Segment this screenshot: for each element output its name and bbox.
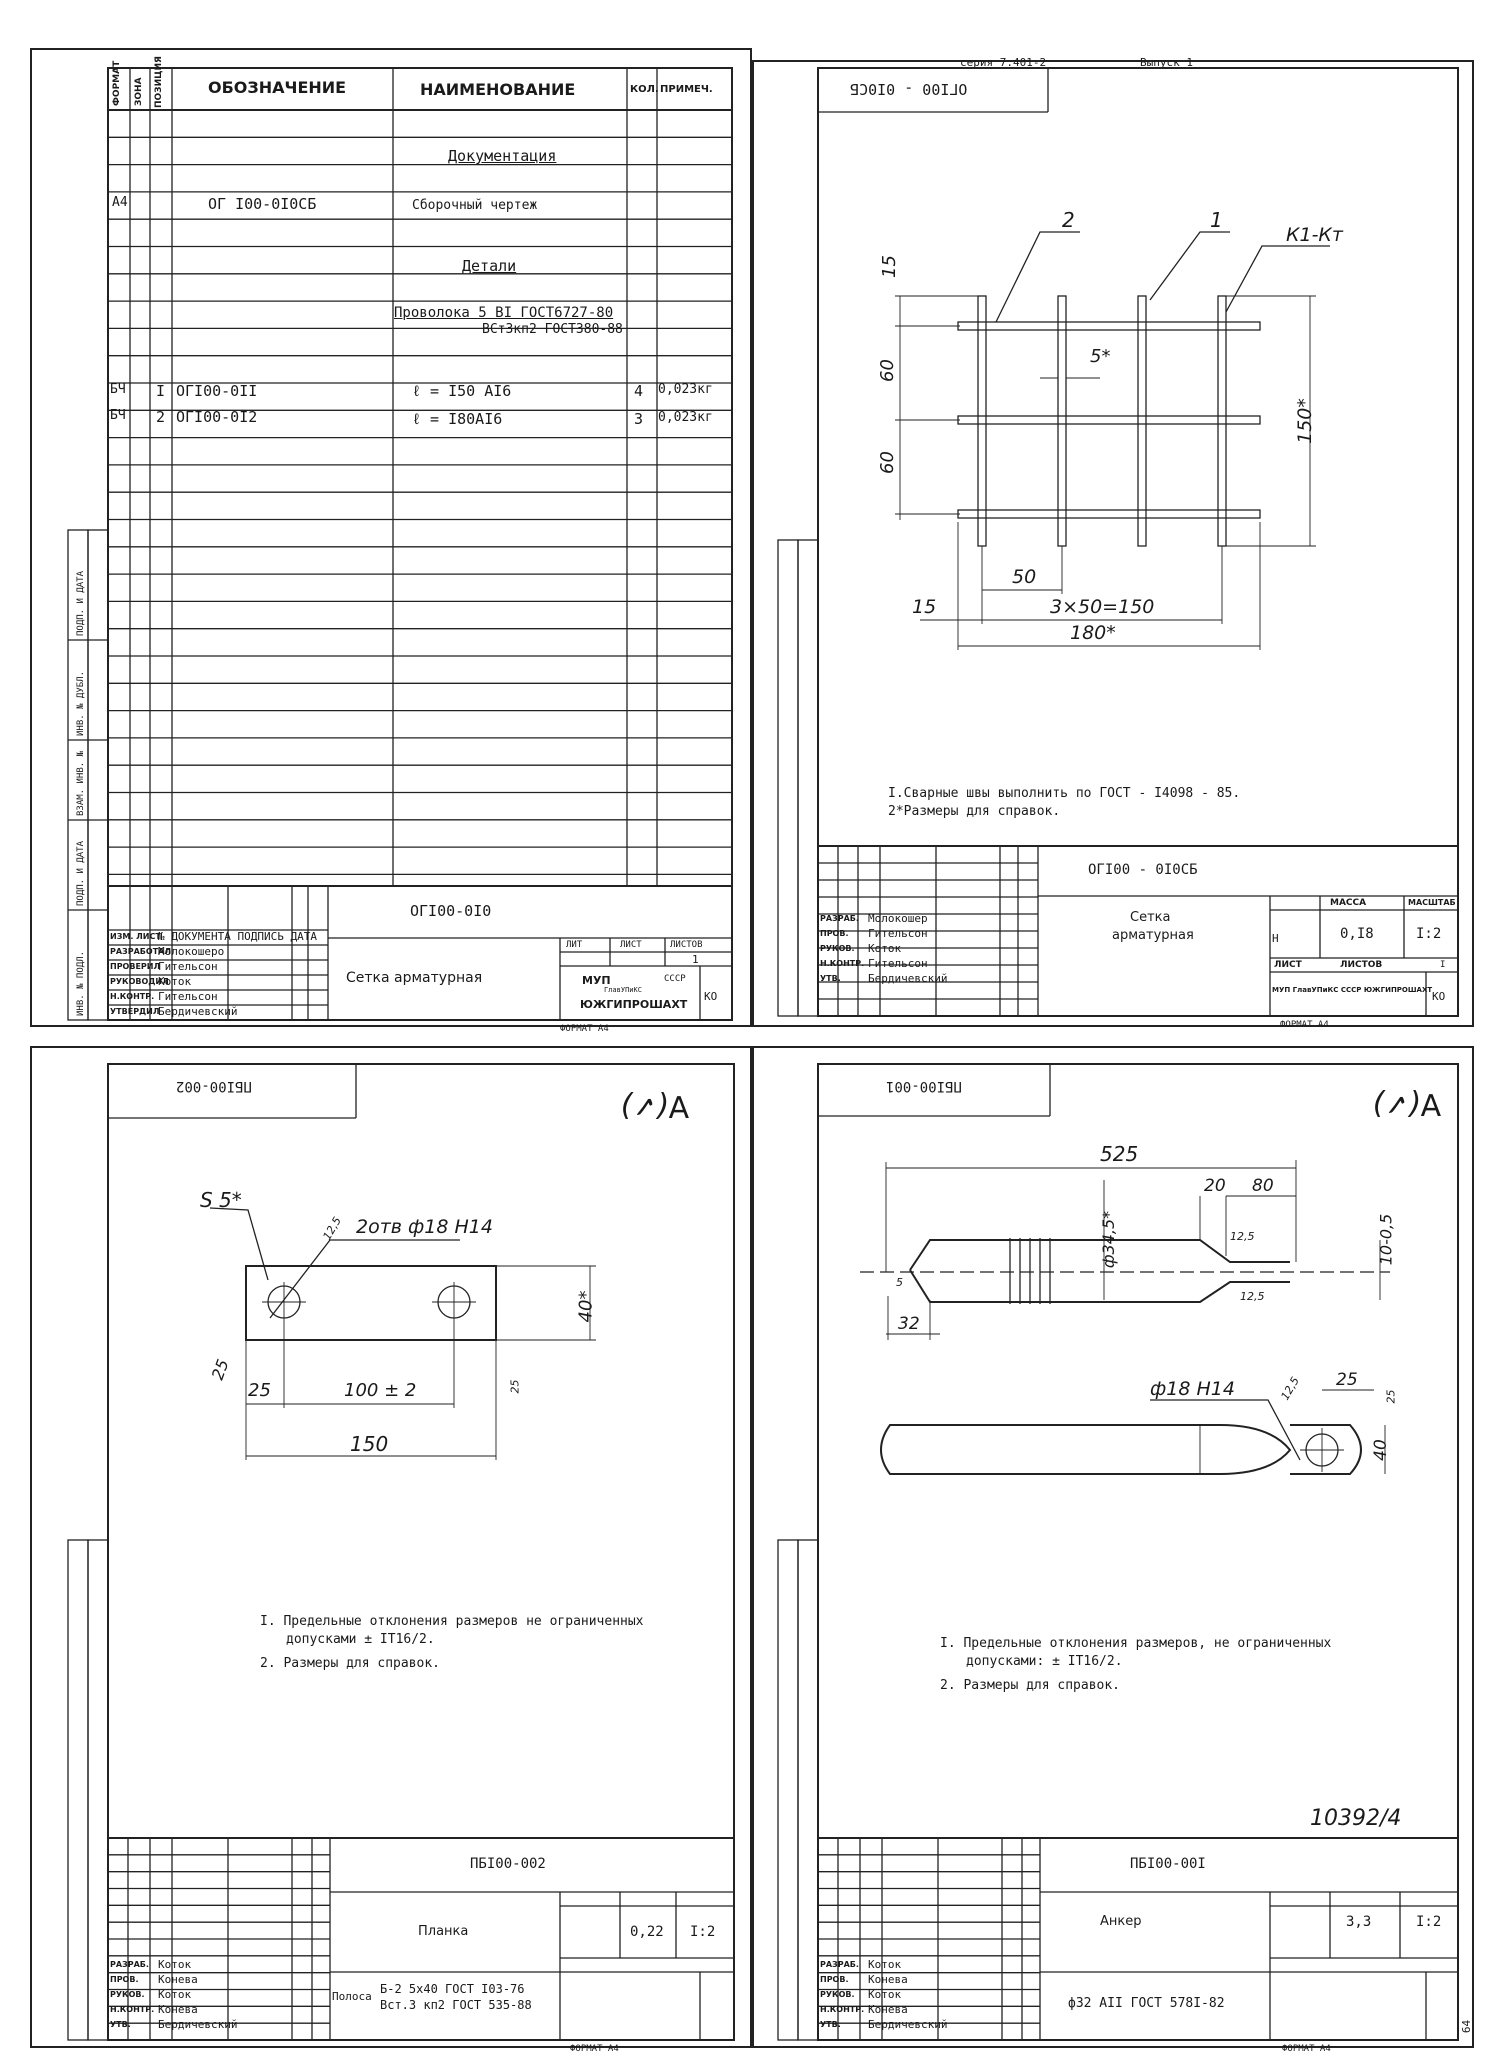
plate-dim-150: 150 xyxy=(350,1432,389,1456)
plate-person-3: Конева xyxy=(158,2003,198,2016)
row2-qty: 3 xyxy=(634,410,644,428)
anchor-note-3: 2. Размеры для справок. xyxy=(940,1678,1121,1693)
anchor-dim-32: 32 xyxy=(898,1314,920,1334)
plate-roughness: ∀(✓) xyxy=(620,1088,690,1123)
anchor-handwritten-number: 10392/4 xyxy=(1310,1806,1402,1831)
anchor-dim-25: 25 xyxy=(1336,1370,1358,1390)
plate-role-2: РУКОВ. xyxy=(110,1990,145,1999)
mesh-tb-scale-label: МАСШТАБ xyxy=(1408,898,1456,907)
anchor-dim-20: 20 xyxy=(1204,1176,1226,1196)
spec-role-2: ПРОВЕРИЛ xyxy=(110,962,161,971)
mesh-dim-50: 50 xyxy=(1012,566,1037,588)
anchor-person-1: Конева xyxy=(868,1973,908,1986)
issue-label: Выпуск 1 xyxy=(1140,56,1193,69)
anchor-note-1: I. Предельные отклонения размеров, не ограниченных xyxy=(940,1636,1332,1651)
spec-tb-name: Сетка арматурная xyxy=(346,970,483,986)
mesh-person-1: Гительсон xyxy=(868,927,928,940)
mesh-role-2: РУКОВ. xyxy=(820,944,855,953)
mesh-dim-60a: 60 xyxy=(876,359,898,382)
row1-designation: ОГI00-0II xyxy=(176,382,258,400)
plate-dim-r25: 25 xyxy=(508,1379,522,1394)
spec-role-1: РАЗРАБОТАЛ xyxy=(110,947,171,956)
anchor-person-0: Коток xyxy=(868,1958,902,1971)
mesh-role-0: РАЗРАБ. xyxy=(820,914,859,923)
mesh-pos-1: 1 xyxy=(1210,208,1223,232)
spec-tb-org3: СССР xyxy=(664,974,686,984)
mesh-dim-3x50: 3×50=150 xyxy=(1050,596,1155,618)
mesh-tb-mass-label: МАССА xyxy=(1330,898,1367,908)
mesh-pos-2: 2 xyxy=(1062,208,1075,232)
mesh-dim-5: 5* xyxy=(1090,346,1111,367)
mesh-tb-format: ФОРМАТ А4 xyxy=(1280,1020,1329,1030)
mesh-role-3: Н.КОНТР. xyxy=(820,959,865,968)
spec-person-1: Молокошеро xyxy=(158,945,225,958)
material-line-2: ВСт3кп2 ГОСТ380-88 xyxy=(482,322,623,337)
plate-role-0: РАЗРАБ. xyxy=(110,1960,149,1969)
anchor-person-4: Бердичевский xyxy=(868,2018,948,2031)
mesh-dim-15a: 15 xyxy=(878,255,900,278)
mesh-dim-15b: 15 xyxy=(912,596,937,618)
side-label-2: ИНВ. № ДУБЛ. xyxy=(76,670,86,736)
mesh-tb-org-ko: КО xyxy=(1432,990,1446,1003)
plate-dim-100: 100 ± 2 xyxy=(344,1380,417,1401)
col-zone: ЗОНА xyxy=(134,77,144,106)
plate-dim-holes: 2отв ф18 Н14 xyxy=(356,1216,493,1238)
anchor-tb-material: ф32 AII ГОСТ 578I-82 xyxy=(1068,1996,1225,2011)
spec-tb-org1: МУП xyxy=(582,974,611,987)
row1-note: 0,023кг xyxy=(658,382,713,397)
plate-tb-name: Планка xyxy=(418,1924,469,1939)
spec-tb-lit: ЛИТ xyxy=(566,940,583,950)
anchor-tb-designation: ПБI00-00I xyxy=(1130,1856,1206,1872)
row2-format: БЧ xyxy=(110,408,126,423)
anchor-dim-34: ф34,5* xyxy=(1099,1210,1119,1269)
row2-note: 0,023кг xyxy=(658,410,713,425)
plate-person-4: Бердичевский xyxy=(158,2018,238,2031)
plate-tb-material-prefix: Полоса xyxy=(332,1990,372,2003)
col-qty: КОЛ. xyxy=(630,84,659,95)
anchor-role-0: РАЗРАБ. xyxy=(820,1960,859,1969)
anchor-dim-r12: 12,5 xyxy=(1278,1374,1303,1403)
plate-dim-25b: 25 xyxy=(207,1356,233,1383)
plate-tb-format: ФОРМАТ А4 xyxy=(570,2044,619,2054)
mesh-person-2: Коток xyxy=(868,942,902,955)
anchor-hole: ф18 Н14 xyxy=(1150,1378,1235,1400)
plate-tb-mass: 0,22 xyxy=(630,1924,664,1940)
spec-role-3: РУКОВОДИЛ xyxy=(110,977,169,986)
doc-designation: ОГ I00-0I0СБ xyxy=(208,195,317,213)
mesh-tb-scale: I:2 xyxy=(1416,926,1442,942)
side-label-3: ВЗАМ. ИНВ. № xyxy=(76,750,86,816)
plate-note-3: 2. Размеры для справок. xyxy=(260,1656,441,1671)
plate-dim-r1: 12,5 xyxy=(320,1214,345,1243)
material-line-1: Проволока 5 BI ГОСТ6727-80 xyxy=(394,305,614,321)
anchor-roughness: ∀(✓) xyxy=(1372,1086,1442,1121)
mesh-person-3: Гительсон xyxy=(868,957,928,970)
plate-tb-scale: I:2 xyxy=(690,1924,716,1940)
anchor-role-3: Н.КОНТР. xyxy=(820,2005,865,2014)
plate-tb-material-2: Вст.3 кп2 ГОСТ 535-88 xyxy=(380,1998,532,2012)
anchor-tb-scale: I:2 xyxy=(1416,1914,1442,1930)
anchor-dim-10: 10-0,5 xyxy=(1376,1213,1396,1266)
anchor-dim-r25: 25 xyxy=(1384,1389,1398,1404)
anchor-person-3: Конева xyxy=(868,2003,908,2016)
spec-role-5: УТВЕРДИЛ xyxy=(110,1007,160,1016)
mesh-tb-mass: 0,I8 xyxy=(1340,926,1374,942)
mesh-role-1: ПРОВ. xyxy=(820,929,849,938)
spec-tb-sheets: ЛИСТОВ xyxy=(670,940,703,950)
mesh-tb-name-1: Сетка xyxy=(1130,910,1171,925)
side-label-5: ИНВ. № ПОДЛ. xyxy=(76,950,86,1016)
plate-tb-designation: ПБI00-002 xyxy=(470,1856,546,1872)
anchor-dim-12b: 12,5 xyxy=(1240,1290,1265,1303)
anchor-dim-5: 5 xyxy=(896,1276,903,1289)
mesh-pos-k: К1-Кт xyxy=(1286,224,1343,246)
mesh-tb-sheets-value: I xyxy=(1440,960,1446,970)
col-note: ПРИМЕЧ. xyxy=(660,84,713,95)
plate-role-4: УТВ. xyxy=(110,2020,131,2029)
spec-person-3: Коток xyxy=(158,975,192,988)
anchor-dim-525: 525 xyxy=(1100,1142,1139,1166)
mesh-dim-150v: 150* xyxy=(1293,398,1316,444)
mesh-tb-designation: ОГI00 - 0I0СБ xyxy=(1088,862,1198,878)
row2-name: ℓ = I80АI6 xyxy=(412,410,503,428)
side-label-1: ПОДП. И ДАТА xyxy=(76,570,86,636)
spec-tb-sheets-value: 1 xyxy=(692,953,699,966)
anchor-tb-name: Анкер xyxy=(1100,1914,1142,1929)
anchor-code-top: ПБI00-001 xyxy=(886,1078,962,1094)
col-designation: ОБОЗНАЧЕНИЕ xyxy=(208,78,347,97)
plate-code-top: ПБI00-002 xyxy=(176,1078,252,1094)
mesh-person-0: Молокошер xyxy=(868,912,928,925)
row1-qty: 4 xyxy=(634,382,644,400)
spec-person-2: Гительсон xyxy=(158,960,218,973)
mesh-person-4: Бердичевский xyxy=(868,972,948,985)
side-label-4: ПОДП. И ДАТА xyxy=(76,840,86,906)
anchor-dim-80: 80 xyxy=(1252,1176,1274,1196)
spec-tb-sheet: ЛИСТ xyxy=(620,940,642,950)
mesh-tb-lit: Н xyxy=(1272,932,1279,945)
row1-name: ℓ = I50 АI6 xyxy=(412,382,512,400)
spec-tb-designation: ОГI00-0I0 xyxy=(410,902,492,920)
plate-dim-25a: 25 xyxy=(248,1380,271,1401)
spec-tb-org2: ГлавУПиКС xyxy=(604,986,642,994)
plate-tb-material-1: Б-2 5х40 ГОСТ I03-76 xyxy=(380,1982,525,1996)
anchor-person-2: Коток xyxy=(868,1988,902,2001)
section-parts: Детали xyxy=(462,257,517,275)
mesh-tb-name-2: арматурная xyxy=(1112,928,1194,943)
doc-name: Сборочный чертеж xyxy=(412,198,538,213)
mesh-note-2: 2*Размеры для справок. xyxy=(888,804,1061,819)
mesh-dim-180: 180* xyxy=(1070,622,1116,644)
spec-tb-org4: ЮЖГИПРОШАХТ xyxy=(580,998,688,1011)
mesh-tb-org: МУП ГлавУПиКС СССР ЮЖГИПРОШАХТ xyxy=(1272,986,1433,994)
anchor-tb-mass: 3,3 xyxy=(1346,1914,1372,1930)
plate-note-1: I. Предельные отклонения размеров не ограниченных xyxy=(260,1614,644,1629)
mesh-code-top: ОГI00 - 0I0СБ xyxy=(850,80,968,98)
mesh-note-1: I.Сварные швы выполнить по ГОСТ - I4098 - 85. xyxy=(888,786,1241,801)
mesh-role-4: УТВ. xyxy=(820,974,841,983)
section-docs: Документация xyxy=(448,147,557,165)
plate-person-2: Коток xyxy=(158,1988,192,2001)
plate-role-3: Н.КОНТР. xyxy=(110,2005,155,2014)
anchor-note-2: допусками: ± IT16/2. xyxy=(966,1654,1123,1669)
col-position: ПОЗИЦИЯ xyxy=(154,56,164,108)
mesh-dim-60b: 60 xyxy=(876,451,898,474)
mesh-tb-sheet-label: ЛИСТ xyxy=(1274,960,1302,970)
plate-dim-h40: 40* xyxy=(575,1290,597,1323)
plate-role-1: ПРОВ. xyxy=(110,1975,139,1984)
row1-format: БЧ xyxy=(110,382,126,397)
plate-dim-s5: S 5* xyxy=(200,1188,242,1212)
spec-tb-format: ФОРМАТ А4 xyxy=(560,1024,609,1034)
anchor-role-1: ПРОВ. xyxy=(820,1975,849,1984)
plate-note-2: допусками ± IT16/2. xyxy=(286,1632,435,1647)
col-format: ФОРМАТ xyxy=(112,60,122,106)
anchor-role-4: УТВ. xyxy=(820,2020,841,2029)
row1-pos: I xyxy=(156,382,166,400)
anchor-dim-12a: 12,5 xyxy=(1230,1230,1255,1243)
doc-format: А4 xyxy=(112,195,128,210)
spec-person-5: Бердичевский xyxy=(158,1005,238,1018)
spec-person-0: № ДОКУМЕНТА ПОДПИСЬ ДАТА xyxy=(158,930,317,943)
spec-tb-org5: КО xyxy=(704,990,718,1003)
spec-role-0: ИЗМ. ЛИСТ xyxy=(110,932,161,941)
anchor-role-2: РУКОВ. xyxy=(820,1990,855,1999)
page-number: 64 xyxy=(1460,2019,1474,2034)
plate-person-1: Конева xyxy=(158,1973,198,1986)
spec-role-4: Н.КОНТР. xyxy=(110,992,155,1001)
series-label: серия 7.401-2 xyxy=(960,56,1047,69)
spec-person-4: Гительсон xyxy=(158,990,218,1003)
col-name: НАИМЕНОВАНИЕ xyxy=(420,80,576,99)
plate-person-0: Коток xyxy=(158,1958,192,1971)
anchor-tb-format: ФОРМАТ А4 xyxy=(1282,2044,1331,2054)
mesh-tb-sheets-label: ЛИСТОВ xyxy=(1340,960,1383,970)
row2-pos: 2 xyxy=(156,408,166,426)
anchor-dim-40: 40 xyxy=(1370,1439,1391,1461)
row2-designation: ОГI00-0I2 xyxy=(176,408,258,426)
